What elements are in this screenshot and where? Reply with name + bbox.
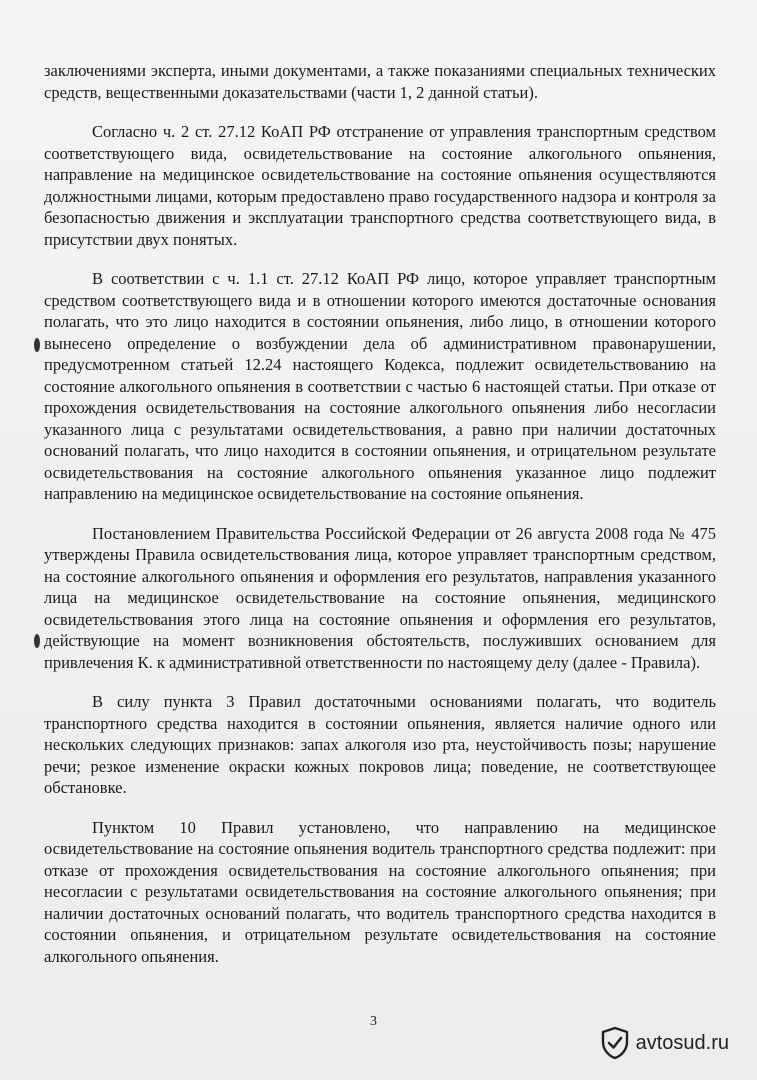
watermark <box>600 1026 729 1060</box>
paragraph-2: Согласно ч. 2 ст. 27.12 КоАП РФ отстранение от управления транспортным средством соответствующего вида, освидетельствование на состояние алкогольного опьянения, направление на медицинское освидетельствование на состояние опьянения осуществляются должностными лицами, которым предоставлено право государственного надзора и контроля за безопасностью движения и эксплуатации транспортного средства соответствующего вида, в присутствии двух понятых. <box>44 122 716 249</box>
paragraph-3: В соответствии с ч. 1.1 ст. 27.12 КоАП РФ лицо, которое управляет транспортным средством соответствующего вида и в отношении которого имеются достаточные основания полагать, что это лицо находится в состоянии опьянения, либо лицо, в отношении которого вынесено определение о возбуждении дела об административном правонарушении, предусмотренном статьей 12.24 настоящего Кодекса, подлежит освидетельствованию на состояние алкогольного опьянения в соответствии с частью 6 настоящей статьи. При отказе от прохождения освидетельствования на состояние алкогольного опьянения либо несогласии указанного лица с результатами освидетельствования, а равно при наличии достаточных оснований полагать, что лицо находится в состоянии опьянения, и отрицательном результате освидетельствования на состояние алкогольного опьянения указанное лицо подлежит направлению на медицинское освидетельствование на состояние опьянения. <box>44 269 716 503</box>
paragraph-1: заключениями эксперта, иными документами, а также показаниями специальных технических средств, вещественными доказательствами (части 1, 2 данной статьи). <box>44 61 716 102</box>
binding-hole-mark <box>34 634 40 648</box>
binding-hole-mark <box>34 338 40 352</box>
paragraph-6: Пунктом 10 Правил установлено, что направлению на медицинское освидетельствование на состояние опьянения водитель транспортного средства подлежит: при отказе от прохождения освидетельствования на состояние алкогольного опьянения; при несогласии с результатами освидетельствования на состояние алкогольного опьянения; при наличии достаточных оснований полагать, что водитель транспортного средства находится в состоянии опьянения, и отрицательном результате освидетельствования на состояние алкогольного опьянения. <box>44 817 716 966</box>
page-number: 3 <box>370 1014 377 1029</box>
shield-check-icon <box>600 1026 630 1060</box>
watermark-text[interactable]: avtosud.ru <box>635 1031 729 1054</box>
document-body <box>44 60 716 985</box>
paragraph-4: Постановлением Правительства Российской Федерации от 26 августа 2008 года № 475 утверждены Правила освидетельствования лица, которое управляет транспортным средством, на состояние алкогольного опьянения и оформления его результатов, направления указанного лица на медицинское освидетельствование на состояние опьянения, медицинского освидетельствования этого лица на состояние опьянения и оформления его результатов, действующие на момент возникновения обстоятельств, послуживших основанием для привлечения К. к административной ответственности по настоящему делу (далее - Правила). <box>44 523 716 672</box>
paragraph-5: В силу пункта 3 Правил достаточными основаниями полагать, что водитель транспортного средства находится в состоянии опьянения, является наличие одного или нескольких следующих признаков: запах алкоголя изо рта, неустойчивость позы; нарушение речи; резкое изменение окраски кожных покровов лица; поведение, не соответствующее обстановке. <box>44 692 716 797</box>
